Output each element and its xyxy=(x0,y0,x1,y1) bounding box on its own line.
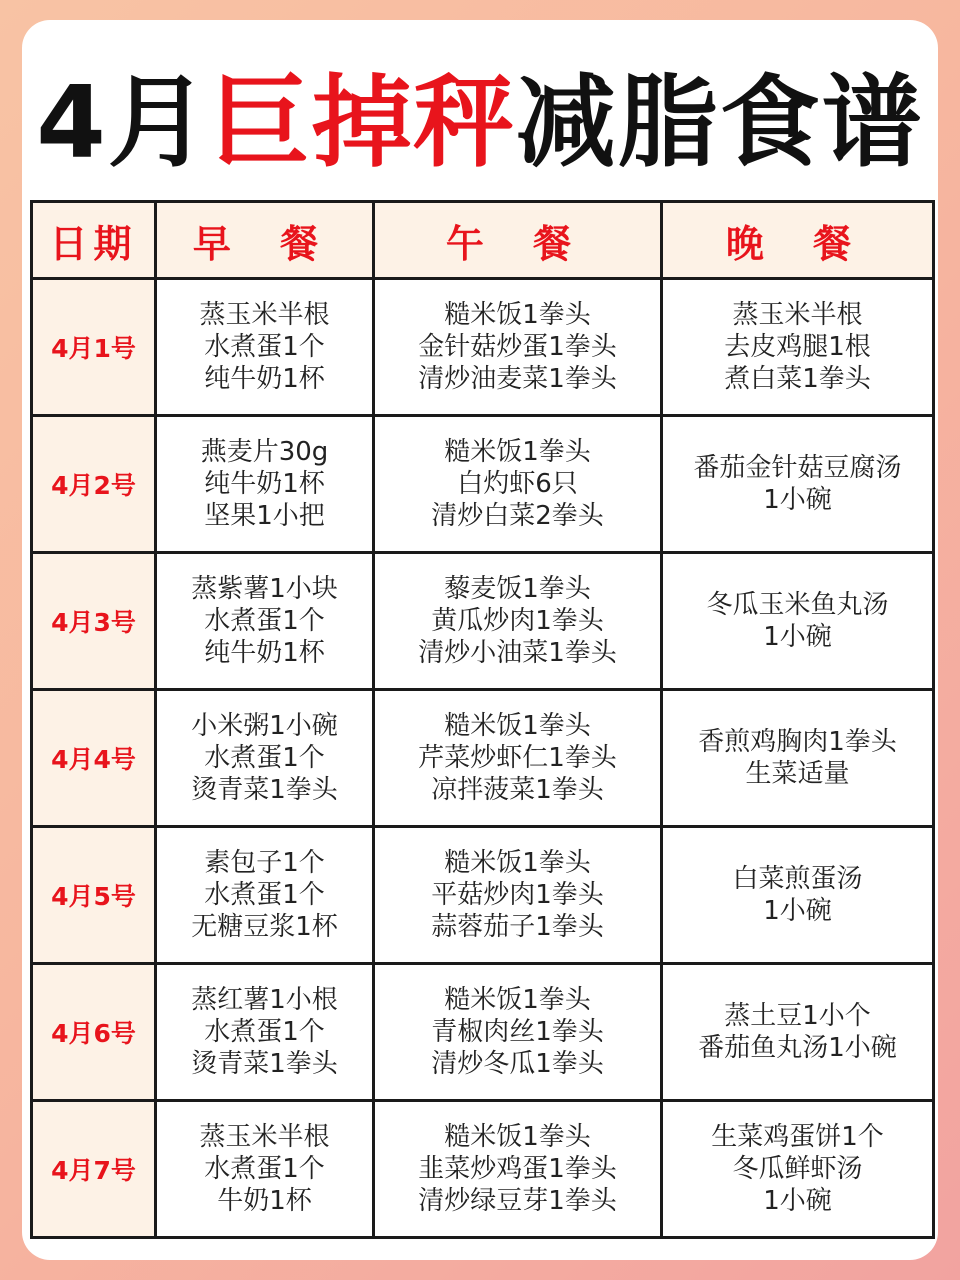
lunch-item: 芹菜炒虾仁1拳头 xyxy=(418,743,617,773)
lunch-cell xyxy=(374,690,662,827)
lunch-item: 清炒冬瓜1拳头 xyxy=(431,1049,604,1079)
lunch-item: 糙米饭1拳头 xyxy=(444,711,591,741)
breakfast-cell xyxy=(156,827,374,964)
dinner-item: 蒸玉米半根 xyxy=(732,300,863,330)
lunch-item: 清炒小油菜1拳头 xyxy=(418,638,617,668)
dinner-item: 1小碗 xyxy=(763,485,832,515)
header-breakfast: 早 餐 xyxy=(156,202,374,279)
dinner-item: 1小碗 xyxy=(763,896,832,926)
date-cell: 4月3号 xyxy=(32,553,156,690)
lunch-item: 糙米饭1拳头 xyxy=(444,985,591,1015)
lunch-cell xyxy=(374,279,662,416)
lunch-item: 白灼虾6只 xyxy=(457,469,578,499)
breakfast-cell xyxy=(156,1101,374,1238)
lunch-cell xyxy=(374,553,662,690)
breakfast-item: 水煮蛋1个 xyxy=(204,1017,325,1047)
lunch-item: 凉拌菠菜1拳头 xyxy=(431,775,604,805)
lunch-item: 清炒绿豆芽1拳头 xyxy=(418,1186,617,1216)
date-cell: 4月4号 xyxy=(32,690,156,827)
breakfast-item: 蒸紫薯1小块 xyxy=(191,574,338,604)
table-row xyxy=(32,964,934,1101)
lunch-item: 蒜蓉茄子1拳头 xyxy=(431,912,604,942)
breakfast-item: 素包子1个 xyxy=(204,848,325,878)
breakfast-item: 坚果1小把 xyxy=(204,501,325,531)
dinner-cell xyxy=(662,827,934,964)
table-row xyxy=(32,279,934,416)
lunch-item: 糙米饭1拳头 xyxy=(444,437,591,467)
breakfast-item: 水煮蛋1个 xyxy=(204,743,325,773)
dinner-item: 番茄鱼丸汤1小碗 xyxy=(698,1033,897,1063)
dinner-item: 白菜煎蛋汤 xyxy=(732,864,863,894)
page-title xyxy=(22,58,938,188)
breakfast-cell xyxy=(156,690,374,827)
breakfast-cell xyxy=(156,279,374,416)
lunch-item: 糙米饭1拳头 xyxy=(444,848,591,878)
dinner-item: 煮白菜1拳头 xyxy=(724,364,871,394)
dinner-cell xyxy=(662,279,934,416)
lunch-cell xyxy=(374,964,662,1101)
header-lunch: 午 餐 xyxy=(374,202,662,279)
table-header-row xyxy=(32,202,934,279)
dinner-item: 冬瓜玉米鱼丸汤 xyxy=(706,590,889,620)
lunch-cell xyxy=(374,1101,662,1238)
dinner-item: 去皮鸡腿1根 xyxy=(724,332,871,362)
lunch-item: 黄瓜炒肉1拳头 xyxy=(431,606,604,636)
lunch-item: 青椒肉丝1拳头 xyxy=(431,1017,604,1047)
title-month: 4月 xyxy=(36,64,210,181)
breakfast-item: 无糖豆浆1杯 xyxy=(191,912,338,942)
lunch-cell xyxy=(374,827,662,964)
breakfast-item: 燕麦片30g xyxy=(200,437,329,467)
dinner-item: 生菜鸡蛋饼1个 xyxy=(711,1122,884,1152)
date-cell: 4月5号 xyxy=(32,827,156,964)
breakfast-item: 纯牛奶1杯 xyxy=(204,364,325,394)
table-row xyxy=(32,416,934,553)
dinner-cell xyxy=(662,690,934,827)
header-dinner: 晚 餐 xyxy=(662,202,934,279)
dinner-cell xyxy=(662,1101,934,1238)
breakfast-item: 水煮蛋1个 xyxy=(204,332,325,362)
breakfast-item: 蒸玉米半根 xyxy=(199,300,330,330)
breakfast-item: 水煮蛋1个 xyxy=(204,606,325,636)
table-row xyxy=(32,1101,934,1238)
date-cell: 4月1号 xyxy=(32,279,156,416)
title-highlight: 巨掉秤 xyxy=(209,64,516,181)
lunch-item: 金针菇炒蛋1拳头 xyxy=(418,332,617,362)
title-rest: 减脂食谱 xyxy=(515,64,924,181)
dinner-item: 冬瓜鲜虾汤 xyxy=(732,1154,863,1184)
lunch-item: 糙米饭1拳头 xyxy=(444,300,591,330)
dinner-item: 1小碗 xyxy=(763,622,832,652)
dinner-item: 番茄金针菇豆腐汤 xyxy=(693,453,902,483)
breakfast-item: 纯牛奶1杯 xyxy=(204,469,325,499)
breakfast-cell xyxy=(156,553,374,690)
lunch-item: 清炒白菜2拳头 xyxy=(431,501,604,531)
breakfast-item: 小米粥1小碗 xyxy=(191,711,338,741)
lunch-item: 清炒油麦菜1拳头 xyxy=(418,364,617,394)
breakfast-item: 蒸玉米半根 xyxy=(199,1122,330,1152)
date-cell: 4月7号 xyxy=(32,1101,156,1238)
breakfast-item: 蒸红薯1小根 xyxy=(191,985,338,1015)
dinner-item: 1小碗 xyxy=(763,1186,832,1216)
dinner-item: 蒸土豆1小个 xyxy=(724,1001,871,1031)
breakfast-item: 水煮蛋1个 xyxy=(204,1154,325,1184)
table-row xyxy=(32,827,934,964)
lunch-cell xyxy=(374,416,662,553)
breakfast-cell xyxy=(156,416,374,553)
date-cell: 4月6号 xyxy=(32,964,156,1101)
dinner-cell xyxy=(662,416,934,553)
dinner-cell xyxy=(662,553,934,690)
breakfast-item: 纯牛奶1杯 xyxy=(204,638,325,668)
table-row xyxy=(32,553,934,690)
table-row xyxy=(32,690,934,827)
lunch-item: 平菇炒肉1拳头 xyxy=(431,880,604,910)
table-body xyxy=(32,279,934,1238)
breakfast-item: 烫青菜1拳头 xyxy=(191,775,338,805)
meal-plan-table xyxy=(30,200,935,1239)
breakfast-item: 牛奶1杯 xyxy=(217,1186,312,1216)
dinner-cell xyxy=(662,964,934,1101)
date-cell: 4月2号 xyxy=(32,416,156,553)
breakfast-cell xyxy=(156,964,374,1101)
breakfast-item: 烫青菜1拳头 xyxy=(191,1049,338,1079)
dinner-item: 香煎鸡胸肉1拳头 xyxy=(698,727,897,757)
lunch-item: 藜麦饭1拳头 xyxy=(444,574,591,604)
lunch-item: 糙米饭1拳头 xyxy=(444,1122,591,1152)
header-date: 日期 xyxy=(32,202,156,279)
lunch-item: 韭菜炒鸡蛋1拳头 xyxy=(418,1154,617,1184)
dinner-item: 生菜适量 xyxy=(745,759,850,789)
breakfast-item: 水煮蛋1个 xyxy=(204,880,325,910)
